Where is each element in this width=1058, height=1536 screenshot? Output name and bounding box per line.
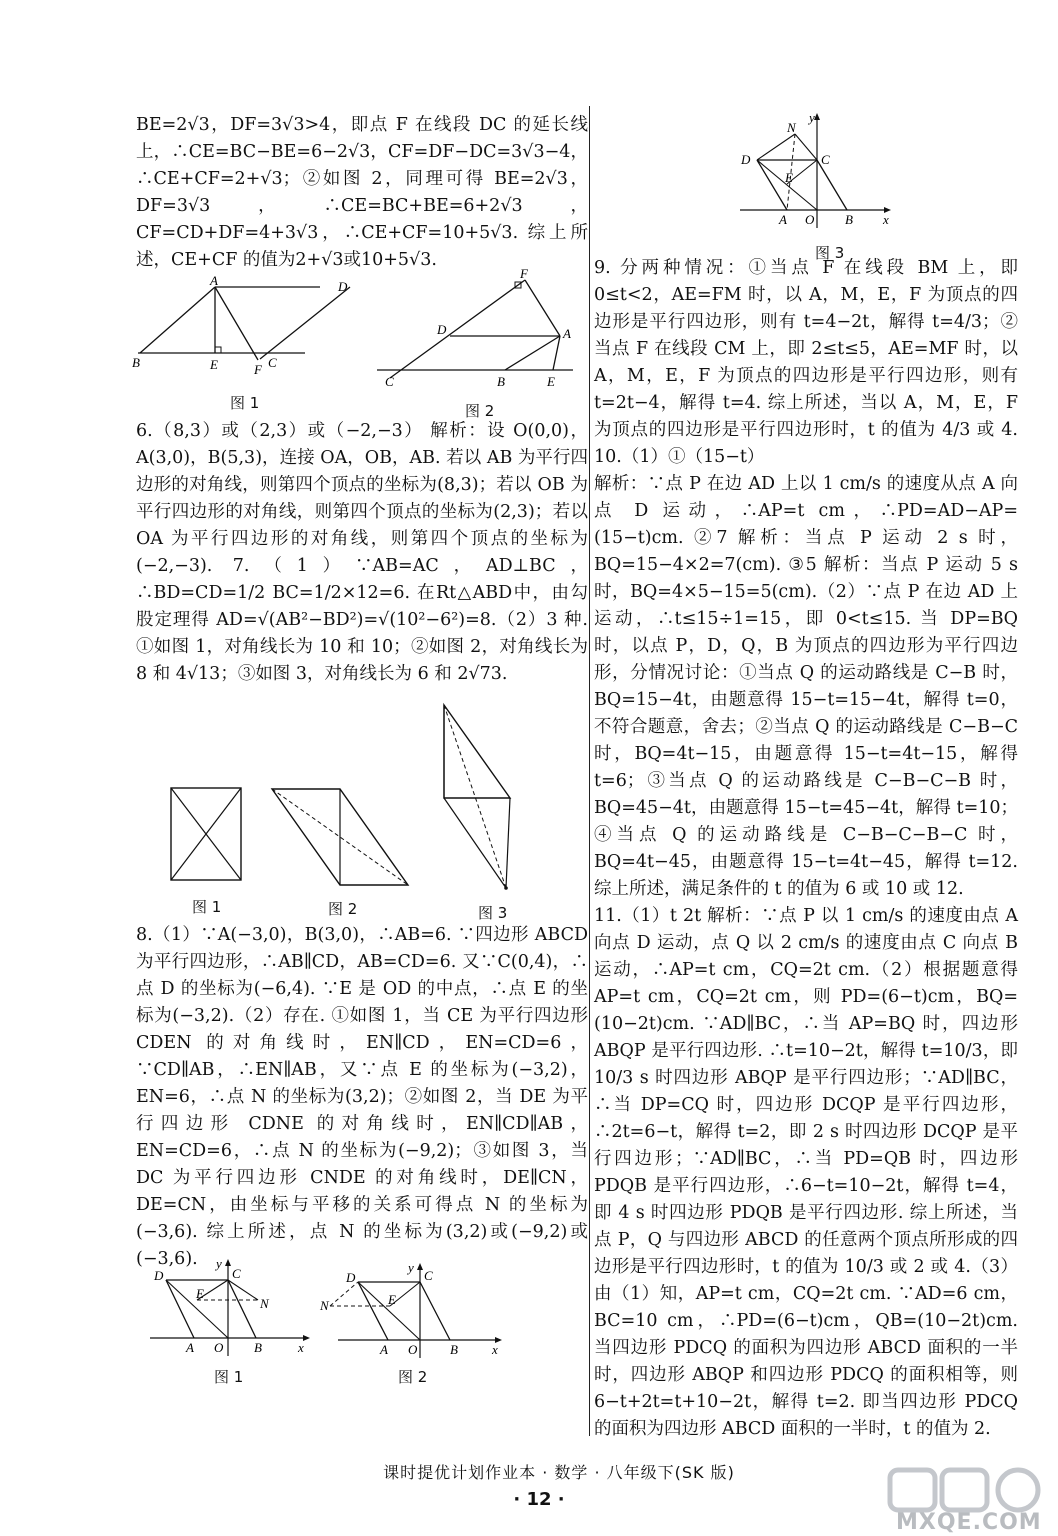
- caption-7-1: 图 1: [192, 898, 222, 916]
- svg-text:A: A: [779, 212, 787, 227]
- svg-text:B: B: [845, 212, 853, 227]
- caption-8-1: 图 1: [214, 1368, 244, 1386]
- svg-text:C: C: [821, 152, 830, 167]
- svg-text:x: x: [883, 212, 889, 227]
- left-column: [136, 112, 588, 274]
- figure-7-3: [440, 702, 520, 892]
- paragraph-5-continued: BE=2√3，DF=3√3>4，即点 F 在线段 DC 的延长线上，∴CE=BC−BE=6−2√3，CF=DF−DC=3√3−4，∴CE+CF=2+√3；②如图 2，同理可得 BE=2√3，DF=3√3，∴CE=BC+BE=6+2√3，CF=CD+DF=4+3√3，∴CE+CF=10+5√3. 综上所述，CE+CF 的值为2+√3或10+5√3.: [136, 115, 588, 270]
- svg-text:E: E: [196, 1286, 204, 1301]
- svg-text:D: D: [338, 279, 348, 294]
- svg-text:C: C: [424, 1268, 433, 1283]
- paragraph-11: 11.（1）t 2t 解析：∵点 P 以 1 cm/s 的速度由点 A 向点 D 运动，点 Q 以 2 cm/s 的速度由点 C 向点 B 运动，∴AP=t cm，CQ=2t cm.（2）根据题意得 AP=t cm，CQ=2t cm，则 PD=(6−t)cm，BQ=(10−2t)cm. ∵AD∥BC，∴当 AP=BQ 时，四边形 ABQP 是平行四边形. ∴t=10−2t，解得 t=10/3，即 10/3 s 时四边形 ABQP 是平行四边形；∵AD∥BC，∴当 DP=CQ 时，四边形 DCQP 是平行四边形，∴2t=6−t，解得 t=2，即 2 s 时四边形 DCQP 是平行四边形；∵AD∥BC，∴当 PD=QB 时，四边形 PDQB 是平行四边形，∴6−t=10−2t，解得 t=4，即 4 s 时四边形 PDQB 是平行四边形. 综上所述，当点 P，Q 与四边形 ABCD 的任意两个顶点所形成的四边形是平行四边形时，t 的值为 10/3 或 2 或 4.（3）由（1）知，AP=t cm，CQ=2t cm. ∵AD=6 cm，BC=10 cm，∴PD=(6−t)cm，QB=(10−2t)cm. 当四边形 PDCQ 的面积为四边形 ABCD 面积的一半时，四边形 ABQP 和四边形 PDCQ 的面积相等，则 6−t+2t=t+10−2t，解得 t=2. 即当四边形 PDCQ 的面积为四边形 ABCD 面积的一半时，t 的值为 2.: [594, 906, 1018, 1439]
- caption-7-3: 图 3: [478, 904, 508, 922]
- figure-5-2: [375, 268, 575, 388]
- figure-8-2: [318, 1262, 508, 1362]
- svg-text:O: O: [805, 212, 815, 227]
- paragraph-8: 8.（1）∵A(−3,0)，B(3,0)，∴AB=6. ∵四边形 ABCD 为平行四边形，∴AB∥CD，AB=CD=6. 又∵C(0,4)，∴点 D 的坐标为(−6,4). ∵E 是 OD 的中点，∴点 E 的坐标为(−3,2).（2）存在. ①如图 1，当 CE 为平行四边形 CDEN 的对角线时，EN∥CD，EN=CD=6，∵CD∥AB，∴EN∥AB，又∵点 E 的坐标为(−3,2)，EN=6，∴点 N 的坐标为(3,2)；②如图 2，当 DE 为平行四边形 CDNE 的对角线时，EN∥CD∥AB，EN=CD=6，∴点 N 的坐标为(−9,2)；③如图 3，当 DC 为平行四边形 CNDE 的对角线时，DE∥CN，DE=CN，由坐标与平移的关系可得点 N 的坐标为(−3,6). 综上所述，点 N 的坐标为(3,2)或(−9,2)或(−3,6).: [136, 925, 588, 1269]
- svg-text:D: D: [346, 1270, 356, 1285]
- svg-text:O: O: [214, 1340, 224, 1355]
- page-number: · 12 ·: [513, 1489, 565, 1510]
- left-column-8: [136, 922, 588, 1273]
- svg-text:D: D: [154, 1268, 164, 1283]
- svg-text:O: O: [408, 1342, 418, 1357]
- svg-text:A: A: [563, 326, 571, 341]
- svg-text:F: F: [254, 362, 262, 375]
- left-column-6-7: [136, 418, 588, 688]
- svg-text:A: A: [186, 1340, 194, 1355]
- caption-5-1: 图 1: [230, 394, 260, 412]
- paragraph-10-analysis: 解析：∵点 P 在边 AD 上以 1 cm/s 的速度从点 A 向点 D 运动，∴AP=t cm，∴PD=AD−AP=(15−t)cm. ②7 解析：当点 P 运动 2 s 时，BQ=15−4×2=7(cm). ③5 解析：当点 P 运动 5 s 时，BQ=4×5−15=5(cm).（2）∵点 P 在边 AD 上运动，∴t≤15÷1=15，即 0<t≤15. 当 DP=BQ 时，以点 P，D，Q，B 为顶点的四边形为平行四边形，分情况讨论：①当点 Q 的运动路线是 C−B 时，BQ=15−4t，由题意得 15−t=15−4t，解得 t=0，不符合题意，舍去；②当点 Q 的运动路线是 C−B−C 时，BQ=4t−15，由题意得 15−t=4t−15，解得 t=6；③当点 Q 的运动路线是 C−B−C−B 时，BQ=45−4t，由题意得 15−t=45−4t，解得 t=10；④当点 Q 的运动路线是 C−B−C−B−C 时，BQ=4t−45，由题意得 15−t=4t−45，解得 t=12. 综上所述，满足条件的 t 的值为 6 或 10 或 12.: [594, 474, 1018, 899]
- svg-text:N: N: [787, 120, 796, 135]
- svg-text:E: E: [785, 170, 793, 185]
- svg-text:D: D: [437, 322, 447, 337]
- figure-7-1: [168, 785, 248, 885]
- figure-8-1: [148, 1258, 313, 1358]
- svg-text:A: A: [210, 275, 218, 288]
- caption-5-2: 图 2: [465, 402, 495, 420]
- caption-8-3: 图 3: [815, 244, 845, 262]
- book-title: 课时提优计划作业本 · 数学 · 八年级下(SK 版): [383, 1463, 735, 1482]
- svg-text:B: B: [497, 374, 505, 388]
- svg-text:E: E: [547, 374, 555, 388]
- caption-8-2: 图 2: [398, 1368, 428, 1386]
- svg-text:D: D: [741, 152, 751, 167]
- svg-text:C: C: [268, 355, 277, 370]
- svg-text:B: B: [132, 355, 140, 370]
- svg-text:x: x: [298, 1340, 304, 1355]
- svg-text:E: E: [210, 357, 218, 372]
- paragraph-9-10: 9. 分两种情况：①当点 F 在线段 BM 上，即 0≤t<2，AE=FM 时，以 A，M，E，F 为顶点的四边形是平行四边形，则有 t=4−2t，解得 t=4/3；②当点 F 在线段 CM 上，即 2≤t≤5，AE=MF 时，以 A，M，E，F 为顶点的四边形是平行四边形，则有 t=2t−4，解得 t=4. 综上所述，当以 A，M，E，F 为顶点的四边形是平行四边形时，t 的值为 4/3 或 4. 10.（1）①（15−t）: [594, 258, 1018, 467]
- svg-text:N: N: [320, 1298, 329, 1313]
- svg-text:y: y: [408, 1262, 414, 1275]
- figure-5-1-right: [250, 275, 370, 365]
- right-column: [594, 255, 1018, 1443]
- svg-text:B: B: [254, 1340, 262, 1355]
- figure-8-3: [735, 112, 900, 232]
- svg-text:E: E: [388, 1292, 396, 1307]
- paragraph-6-7: 6.（8,3）或（2,3）或（−2,−3） 解析：设 O(0,0)，A(3,0)，B(5,3)，连接 OA，OB，AB. 若以 AB 为平行四边形的对角线，则第四个顶点的坐标为(8,3)；若以 OB 为平行四边形的对角线，则第四个顶点的坐标为(2,3)；若以 OA 为平行四边形的对角线，则第四个顶点的坐标为(−2,−3). 7.（1）∵AB=AC，AD⊥BC，∴BD=CD=1/2 BC=1/2×12=6. 在Rt△ABD中，由勾股定理得 AD=√(AB²−BD²)=√(10²−6²)=8.（2）3 种. ①如图 1，对角线长为 10 和 10；②如图 2，对角线长为 8 和 4√13；③如图 3，对角线长为 6 和 2√73.: [136, 421, 588, 684]
- watermark-text: MXQE.COM: [896, 1510, 1042, 1535]
- svg-text:B: B: [450, 1342, 458, 1357]
- svg-text:y: y: [809, 112, 815, 125]
- figure-7-2: [268, 785, 413, 889]
- svg-text:F: F: [520, 268, 528, 281]
- svg-text:N: N: [260, 1296, 269, 1311]
- svg-text:x: x: [492, 1342, 498, 1357]
- svg-text:C: C: [232, 1266, 241, 1281]
- svg-text:y: y: [216, 1258, 222, 1271]
- column-divider: [589, 106, 590, 1436]
- svg-text:A: A: [380, 1342, 388, 1357]
- caption-7-2: 图 2: [328, 900, 358, 918]
- svg-text:C: C: [385, 374, 394, 388]
